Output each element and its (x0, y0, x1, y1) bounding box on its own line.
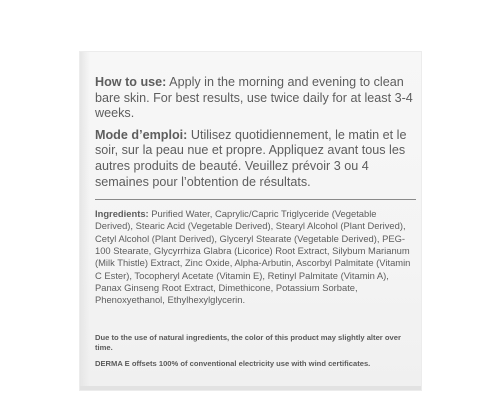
mode-emploi-text: Utilisez quotidiennement, le matin et le soir, sur la peau nue et propre. Appliquez avant tous les autres produits de beauté. Veuillez prévoir 3 ou 4 semaines pour l’obtention de résultats. (95, 127, 407, 189)
ingredients-heading: Ingredients: (95, 208, 149, 220)
mode-emploi-section (95, 128, 415, 190)
ingredients-section (95, 208, 415, 306)
section-divider (95, 199, 416, 200)
box-bottom-edge (80, 386, 421, 390)
color-note: Due to the use of natural ingredients, the color of this product may slightly alter over time. (95, 333, 401, 353)
box-edge-shadow (80, 52, 90, 390)
how-to-use-text: Apply in the morning and evening to clean bare skin. For best results, use twice daily for at least 3-4 weeks. (95, 75, 413, 121)
footnotes (95, 333, 420, 369)
how-to-use-section (95, 75, 415, 122)
label-copy (95, 75, 415, 307)
how-to-use-heading: How to use: (95, 75, 167, 89)
electricity-note: DERMA E offsets 100% of conventional electricity use with wind certificates. (95, 358, 371, 368)
ingredients-text: Purified Water, Caprylic/Capric Triglyceride (Vegetable Derived), Stearic Acid (Vegetable Derived), Stearyl Alcohol (Plant Derived), Cetyl Alcohol (Plant Derived), Glyceryl Stearate (Vegetable Derived), PEG-100 Stearate, Glycyrrhiza Glabra (Licorice) Root Extract, Silybum Marianum (Milk Thistle) Extract, Zinc Oxide, Alpha-Arbutin, Ascorbyl Palmitate (Vitamin C Ester), Tocopheryl Acetate (Vitamin E), Retinyl Palmitate (Vitamin A), Panax Ginseng Root Extract, Dimethicone, Potassium Sorbate, Phenoxyethanol, Ethylhexylglycerin. (95, 208, 411, 306)
mode-emploi-heading: Mode d’emploi: (95, 127, 188, 142)
